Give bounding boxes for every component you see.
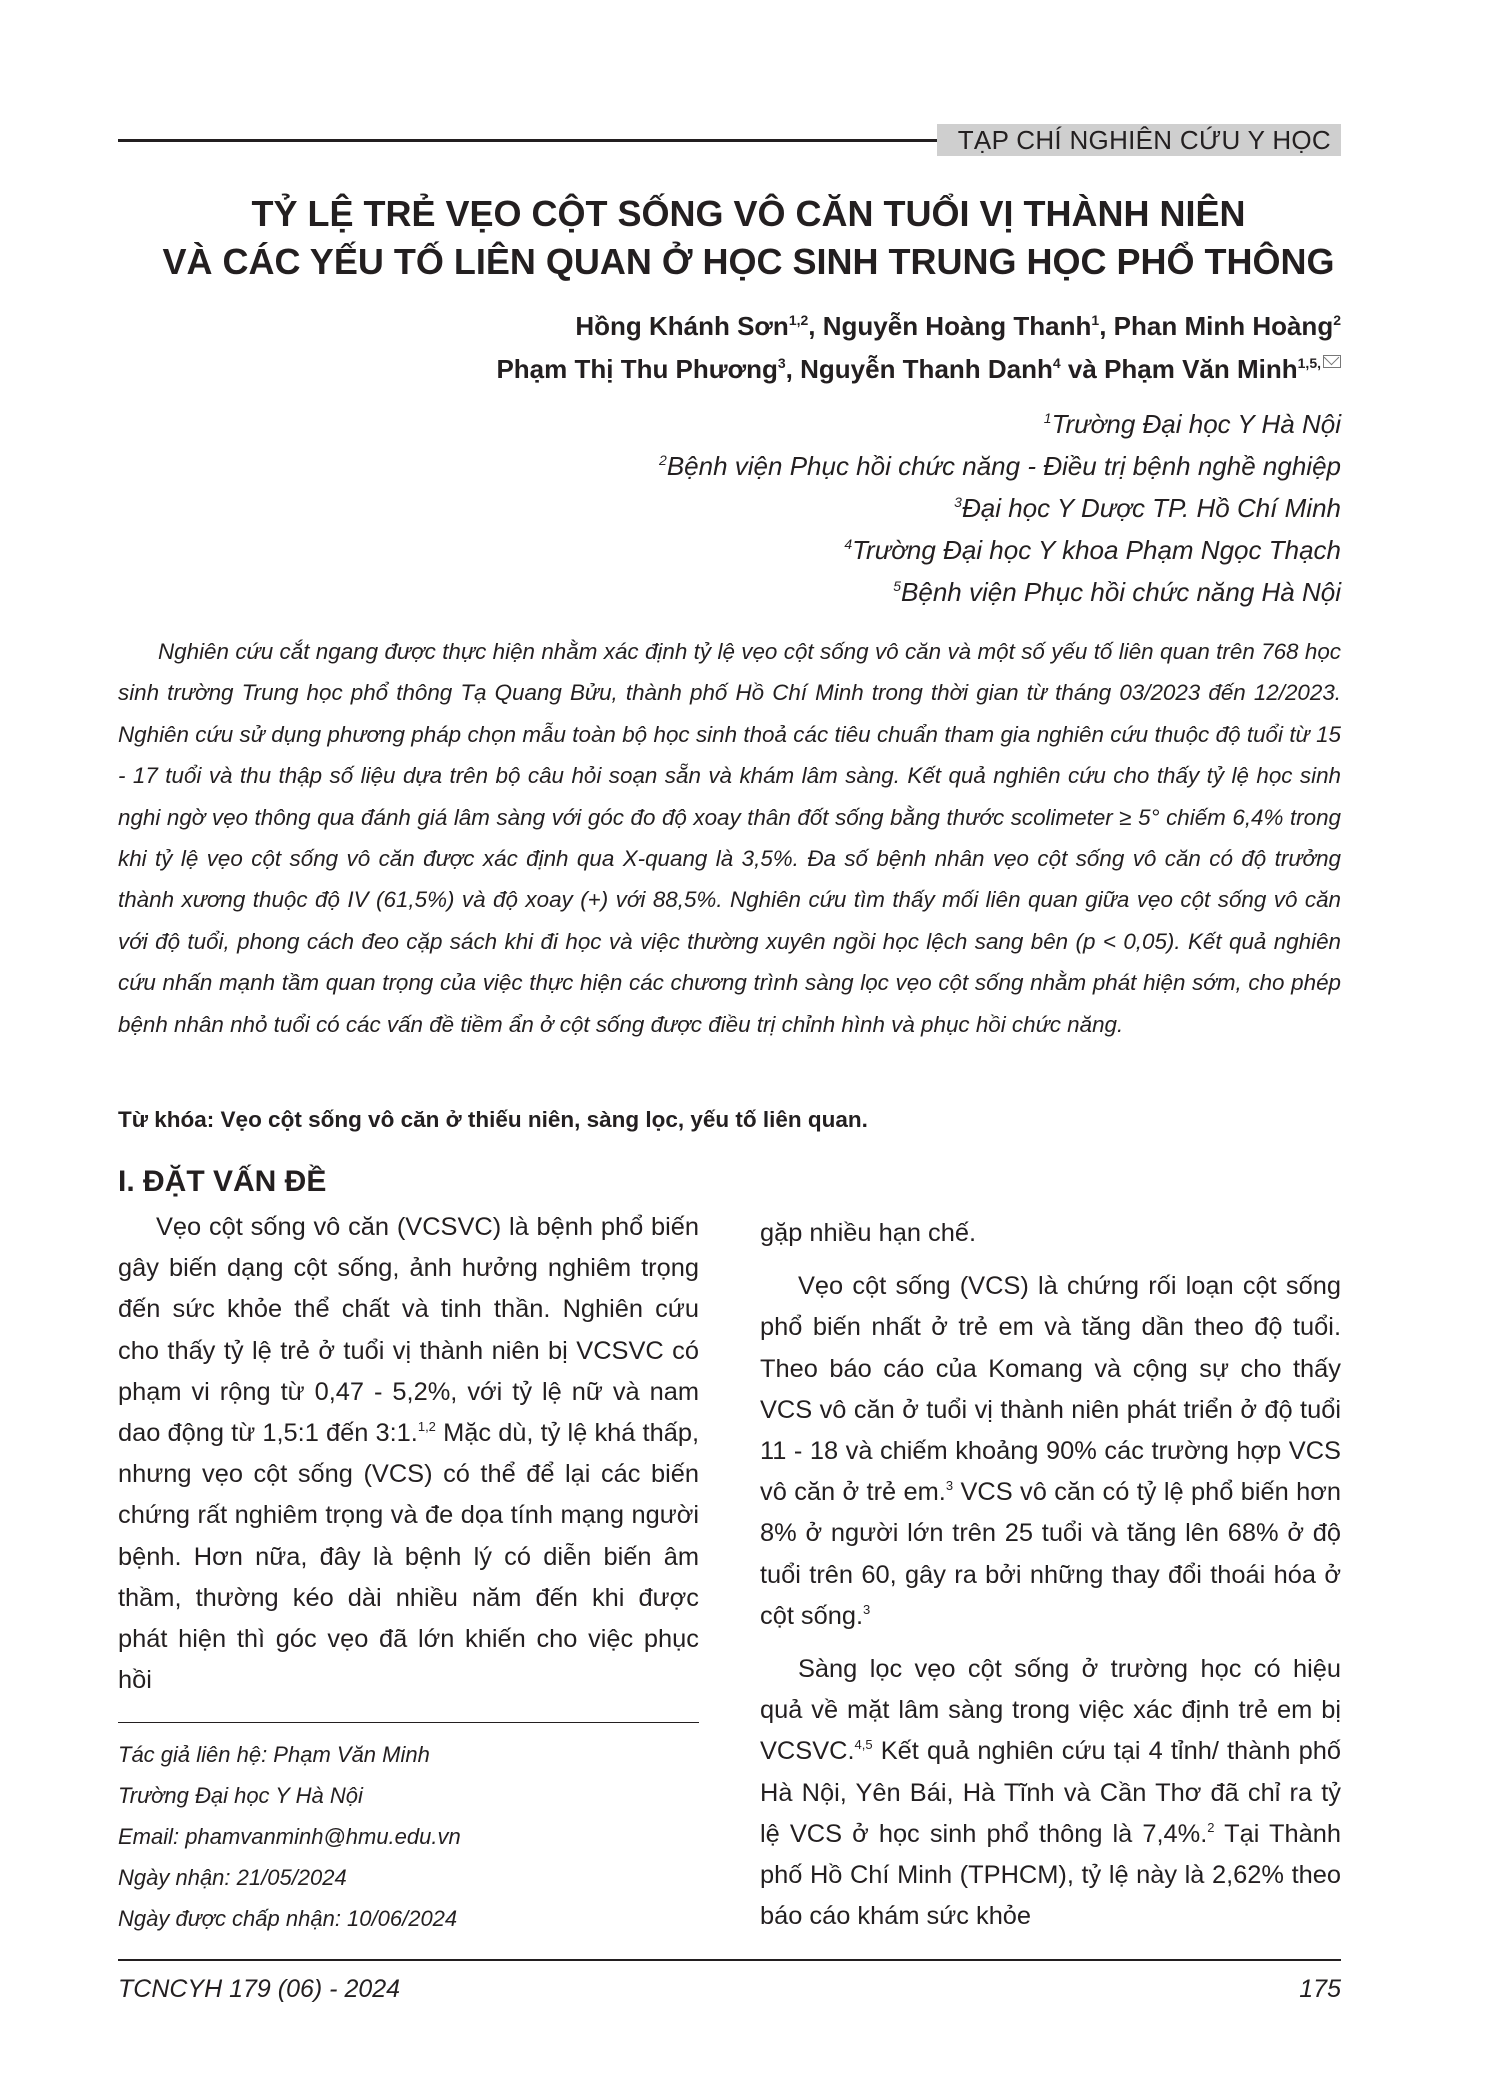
page-number: 175 bbox=[1299, 1975, 1341, 2003]
author-affil-sup: 2 bbox=[1333, 312, 1341, 328]
corresponding-author: Tác giả liên hệ: Phạm Văn Minh bbox=[118, 1742, 430, 1767]
paragraph-2: Vẹo cột sống (VCS) là chứng rối loạn cột sống phổ biến nhất ở trẻ em và tăng dần theo độ tuổi. Theo báo cáo của Komang và cộng sự cho thấy VCS vô căn ở tuổi vị thành niên phát triển ở độ tuổi 11 - 18 và chiếm khoảng 90% các trường hợp VCS vô căn ở trẻ em.$^3$ VCS vô căn có tỷ lệ phổ biến hơn 8% ở người lớn trên 25 tuổi và tăng lên 68% ở độ tuổi trên 60, gây ra bởi những thay đổi thoái hóa ở cột sống.$^3$ bbox=[760, 1272, 1341, 1630]
accepted-date: Ngày được chấp nhận: 10/06/2024 bbox=[118, 1906, 458, 1931]
affiliation-item: $^2$Bệnh viện Phục hồi chức năng - Điều trị bệnh nghề nghiệp bbox=[659, 451, 1341, 481]
received-date: Ngày nhận: 21/05/2024 bbox=[118, 1865, 347, 1890]
author-affil-sup: 3 bbox=[777, 355, 786, 371]
footer-rule bbox=[118, 1959, 1341, 1961]
author-affil-sup: 1 bbox=[1091, 312, 1100, 328]
correspondence-note bbox=[118, 1734, 461, 1939]
footnote-rule bbox=[118, 1722, 699, 1723]
envelope-icon bbox=[1323, 355, 1341, 368]
article-title bbox=[100, 190, 1397, 286]
abstract: Nghiên cứu cắt ngang được thực hiện nhằm xác định tỷ lệ vẹo cột sống vô căn và một số yếu tố liên quan trên 768 học sinh trường Trung học phổ thông Tạ Quang Bửu, thành phố Hồ Chí Minh trong thời gian từ tháng 03/2023 đến 12/2023. Nghiên cứu sử dụng phương pháp chọn mẫu toàn bộ học sinh thoả các tiêu chuẩn tham gia nghiên cứu thuộc độ tuổi từ 15 - 17 tuổi và thu thập số liệu dựa trên bộ câu hỏi soạn sẵn và khám lâm sàng. Kết quả nghiên cứu cho thấy tỷ lệ học sinh nghi ngờ vẹo thông qua đánh giá lâm sàng với góc đo độ xoay thân đốt sống bằng thước scolimeter ≥ 5° chiếm 6,4% trong khi tỷ lệ vẹo cột sống vô căn được xác định qua X-quang là 3,5%. Đa số bệnh nhân vẹo cột sống vô căn có độ trưởng thành xương thuộc độ IV (61,5%) và độ xoay (+) với 88,5%. Nghiên cứu tìm thấy mối liên quan giữa vẹo cột sống vô căn với độ tuổi, phong cách đeo cặp sách khi đi học và việc thường xuyên ngồi học lệch sang bên (p < 0,05). Kết quả nghiên cứu nhấn mạnh tầm quan trọng của việc thực hiện các chương trình sàng lọc vẹo cột sống nhằm phát hiện sớm, cho phép bệnh nhân nhỏ tuổi có các vấn đề tiềm ẩn ở cột sống được điều trị chỉnh hình và phục hồi chức năng. bbox=[118, 639, 1341, 1037]
author-affil-sup: 1,2 bbox=[788, 312, 809, 328]
affiliation-item: $^1$Trường Đại học Y Hà Nội bbox=[1043, 409, 1341, 439]
author-line-2: Phạm Thị Thu Phương$^3$, Nguyễn Thanh Danh$^4$ và Phạm Văn Minh$^{1,5,}$ bbox=[496, 348, 1341, 391]
continued-paragraph: gặp nhiều hạn chế. bbox=[760, 1219, 977, 1247]
title-line-1: TỶ LỆ TRẺ VẸO CỘT SỐNG VÔ CĂN TUỔI VỊ THÀNH NIÊN bbox=[251, 193, 1246, 234]
author-affil-sup: 1,5, bbox=[1297, 355, 1321, 371]
header-rule bbox=[118, 139, 937, 142]
affiliation-item: $^4$Trường Đại học Y khoa Phạm Ngọc Thạch bbox=[844, 535, 1341, 565]
citation: 4,5 bbox=[854, 1737, 873, 1753]
keywords: Từ khóa: Vẹo cột sống vô căn ở thiếu niên, sàng lọc, yếu tố liên quan. bbox=[118, 1107, 868, 1132]
citation: 2 bbox=[1207, 1819, 1215, 1835]
author-name: Nguyễn Thanh Danh bbox=[800, 354, 1053, 384]
journal-header: TẠP CHÍ NGHIÊN CỨU Y HỌC bbox=[937, 124, 1341, 156]
author-name: Phạm Văn Minh bbox=[1104, 354, 1298, 384]
footer-journal: TCNCYH 179 (06) - 2024 bbox=[118, 1975, 401, 2003]
citation: 3 bbox=[863, 1601, 871, 1617]
corresponding-email: Email: phamvanminh@hmu.edu.vn bbox=[118, 1824, 461, 1849]
paragraph-3: Sàng lọc vẹo cột sống ở trường học có hiệu quả về mặt lâm sàng trong việc xác định trẻ em bị VCSVC.$^{4,5}$ Kết quả nghiên cứu tại 4 tỉnh/ thành phố Hà Nội, Yên Bái, Hà Tĩnh và Cần Thơ đã chỉ ra tỷ lệ VCS ở học sinh phổ thông là 7,4%.$^2$ Tại Thành phố Hồ Chí Minh (TPHCM), tỷ lệ này là 2,62% theo báo cáo khám sức khỏe bbox=[760, 1655, 1341, 1931]
author-name: Nguyễn Hoàng Thanh bbox=[822, 311, 1092, 341]
author-affil-sup: 4 bbox=[1052, 355, 1061, 371]
section-heading: I. ĐẶT VẤN ĐỀ bbox=[118, 1165, 327, 1198]
author-line-1: Hồng Khánh Sơn$^{1,2}$, Nguyễn Hoàng Thanh$^1$, Phan Minh Hoàng$^2$ bbox=[575, 311, 1341, 341]
citation: 1,2 bbox=[417, 1419, 436, 1435]
intro-paragraph: Vẹo cột sống vô căn (VCSVC) là bệnh phổ biến gây biến dạng cột sống, ảnh hưởng nghiêm trọng đến sức khỏe thể chất và tinh thần. Nghiên cứu cho thấy tỷ lệ trẻ ở tuổi vị thành niên bị VCSVC có phạm vi rộng từ 0,47 - 5,2%, với tỷ lệ nữ và nam dao động từ 1,5:1 đến 3:1.$^{1,2}$ Mặc dù, tỷ lệ khá thấp, nhưng vẹo cột sống (VCS) có thể để lại các biến chứng rất nghiêm trọng và đe dọa tính mạng người bệnh. Hơn nữa, đây là bệnh lý có diễn biến âm thầm, thường kéo dài nhiều năm đến khi được phát hiện thì góc vẹo đã lớn khiến cho việc phục hồi bbox=[118, 1213, 700, 1695]
affiliation-item: $^5$Bệnh viện Phục hồi chức năng Hà Nội bbox=[893, 577, 1341, 607]
title-line-2: VÀ CÁC YẾU TỐ LIÊN QUAN Ở HỌC SINH TRUNG HỌC PHỔ THÔNG bbox=[162, 241, 1335, 282]
citation: 3 bbox=[945, 1478, 954, 1494]
left-column bbox=[118, 1207, 699, 1701]
author-name: Phạm Thị Thu Phương bbox=[496, 354, 778, 384]
author-name: Phan Minh Hoàng bbox=[1113, 311, 1334, 341]
author-name: Hồng Khánh Sơn bbox=[575, 311, 789, 341]
affiliation-item: $^3$Đại học Y Dược TP. Hồ Chí Minh bbox=[954, 493, 1341, 523]
right-column bbox=[760, 1213, 1341, 1937]
affiliation-list bbox=[659, 403, 1341, 613]
corresponding-institution: Trường Đại học Y Hà Nội bbox=[118, 1783, 363, 1808]
author-list bbox=[496, 305, 1341, 391]
